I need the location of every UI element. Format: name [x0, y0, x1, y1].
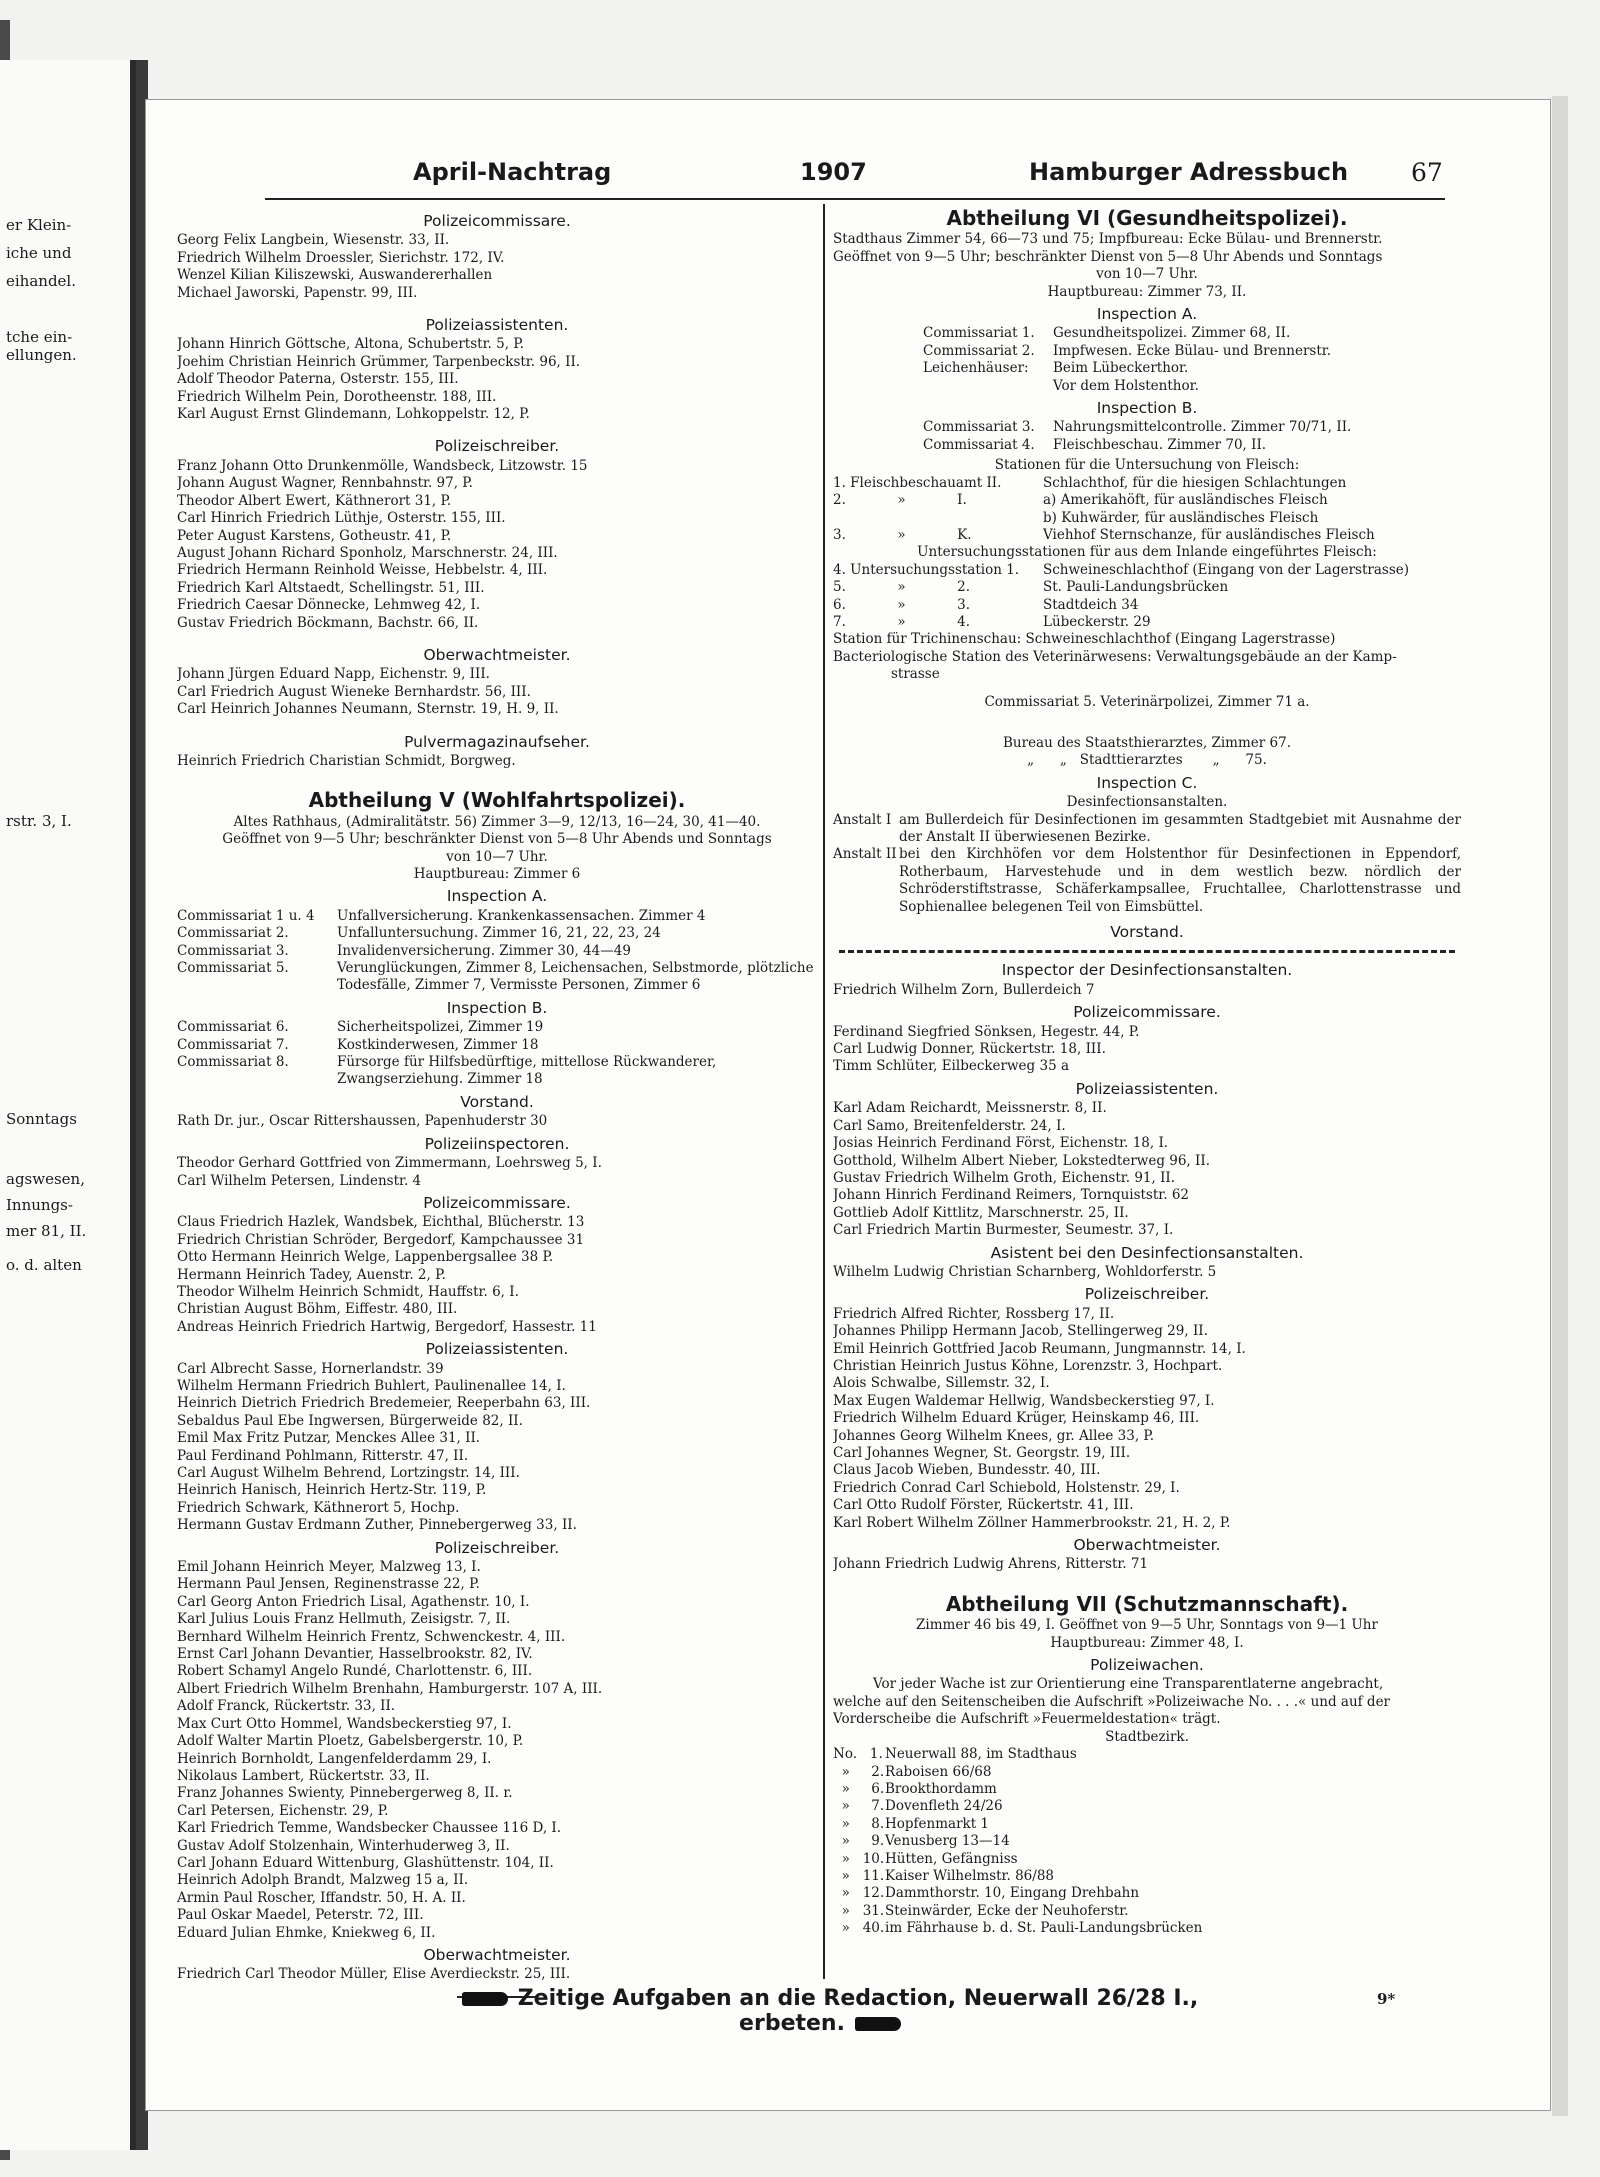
list-item: Rath Dr. jur., Oscar Rittershaussen, Papenhuderstr 30 — [177, 1113, 548, 1130]
row-value: Verunglückungen, Zimmer 8, Leichensachen, Selbstmorde, plötzliche Todesfälle, Zimmer 7, Vermisste Personen, Zimmer 6 — [337, 960, 814, 994]
row-label: » 31. — [833, 1902, 885, 1919]
list-item: Carl Hinrich Friedrich Lüthje, Osterstr. 155, III. — [177, 510, 506, 527]
text-line: strasse — [891, 666, 940, 683]
text-line: Commissariat 5. Veterinärpolizei, Zimmer 71 a. — [984, 693, 1310, 710]
header-title: Hamburger Adressbuch — [1029, 158, 1349, 186]
table-row — [833, 614, 1461, 631]
row-label: 2. » I. — [833, 492, 967, 509]
section-heading: Polizeiinspectoren. — [424, 1134, 570, 1153]
section-heading: Polizeicommissare. — [423, 1193, 571, 1212]
subheading: Untersuchungsstationen für aus dem Inlande eingeführtes Fleisch: — [917, 544, 1377, 561]
list-item: Friedrich Karl Altstaedt, Schellingstr. 51, III. — [177, 579, 485, 596]
row-label: » 11. — [833, 1867, 885, 1884]
list-item: Bernhard Wilhelm Heinrich Frentz, Schwenckestr. 4, III. — [177, 1628, 566, 1645]
list-item: Emil Johann Heinrich Meyer, Malzweg 13, I. — [177, 1559, 481, 1576]
intro-line: von 10—7 Uhr. — [1096, 266, 1198, 283]
list-item: Johann Friedrich Ludwig Ahrens, Ritterstr. 71 — [833, 1556, 1149, 1573]
subheading: Desinfectionsanstalten. — [1066, 794, 1228, 811]
text-line: Vor jeder Wache ist zur Orientierung eine Transparentlaterne angebracht, — [873, 1676, 1384, 1693]
row-label: 7. » 4. — [833, 613, 971, 630]
list-item: Josias Heinrich Ferdinand Först, Eichenstr. 18, I. — [833, 1135, 1169, 1152]
row-value: Venusberg 13—14 — [885, 1833, 1010, 1850]
row-label: » 12. — [833, 1885, 885, 1902]
list-item: Carl Friedrich Martin Burmester, Seumestr. 37, I. — [833, 1222, 1174, 1239]
list-item: Hermann Heinrich Tadey, Auenstr. 2, P. — [177, 1266, 446, 1283]
row-label — [923, 378, 1053, 395]
list-item: Theodor Gerhard Gottfried von Zimmermann, Loehrsweg 5, I. — [177, 1155, 602, 1172]
facing-line: ellungen. — [6, 346, 77, 364]
list-item: Friedrich Carl Theodor Müller, Elise Averdieckstr. 25, III. — [177, 1966, 571, 1983]
table-row — [833, 1764, 1461, 1781]
list-item: Friedrich Schwark, Käthnerort 5, Hochp. — [177, 1499, 460, 1516]
list-item: August Johann Richard Sponholz, Marschnerstr. 24, III. — [177, 544, 558, 561]
intro-line: Zimmer 46 bis 49, I. Geöffnet von 9—5 Uhr, Sonntags von 9—1 Uhr — [916, 1617, 1378, 1634]
row-value: Hopfenmarkt 1 — [885, 1815, 990, 1832]
facing-page-fragment — [0, 60, 136, 2150]
department-heading: Abtheilung VII (Schutzmannschaft). — [945, 1591, 1349, 1616]
text-line: Vorderscheibe die Aufschrift »Feuermeldestation« trägt. — [833, 1711, 1221, 1728]
row-label: » 6. — [833, 1780, 885, 1797]
intro-line: Hauptbureau: Zimmer 73, II. — [1047, 283, 1247, 300]
row-value: Dammthorstr. 10, Eingang Drehbahn — [885, 1885, 1140, 1902]
list-item: Hermann Paul Jensen, Reginenstrasse 22, P. — [177, 1576, 480, 1593]
list-item: Gustav Friedrich Böckmann, Bachstr. 66, II. — [177, 614, 479, 631]
table-row — [833, 510, 1461, 527]
list-item: Karl Robert Wilhelm Zöllner Hammerbrookstr. 21, H. 2, P. — [833, 1514, 1231, 1531]
list-item: Albert Friedrich Wilhelm Brenhahn, Hamburgerstr. 107 A, III. — [177, 1680, 603, 1697]
row-value: Gesundheitspolizei. Zimmer 68, II. — [1053, 325, 1291, 342]
facing-line: tche ein- — [6, 328, 73, 346]
list-item: Carl Petersen, Eichenstr. 29, P. — [177, 1802, 389, 1819]
list-item: Otto Hermann Heinrich Welge, Lappenbergsallee 38 P. — [177, 1249, 554, 1266]
text-line: Station für Trichinenschau: Schweineschlachthof (Eingang Lagerstrasse) — [833, 631, 1336, 648]
row-label: » 8. — [833, 1815, 885, 1832]
row-label: Commissariat 3. — [177, 942, 289, 959]
section-heading: Inspection C. — [1096, 773, 1198, 792]
list-item: Joehim Christian Heinrich Grümmer, Tarpenbeckstr. 96, II. — [177, 353, 581, 370]
list-item: Carl Friedrich August Wieneke Bernhardstr. 56, III. — [177, 683, 531, 700]
row-label: Anstalt I — [833, 811, 892, 828]
list-item: Emil Max Fritz Putzar, Menckes Allee 31, II. — [177, 1430, 481, 1447]
section-heading: Polizeiassistenten. — [1075, 1079, 1219, 1098]
row-label: No. 1. — [833, 1746, 883, 1763]
intro-line: Geöffnet von 9—5 Uhr; beschränkter Dienst von 5—8 Uhr Abends und Sonntags — [222, 831, 772, 848]
list-item: Johannes Philipp Hermann Jacob, Stellingerweg 29, II. — [833, 1323, 1208, 1340]
list-item: Carl Heinrich Johannes Neumann, Sternstr. 19, H. 9, II. — [177, 701, 559, 718]
table-row — [177, 908, 817, 925]
list-item: Adolf Franck, Rückertstr. 33, II. — [177, 1698, 396, 1715]
section-heading: Asistent bei den Desinfectionsanstalten. — [990, 1243, 1304, 1262]
table-row — [833, 1816, 1461, 1833]
list-item: Carl Albrecht Sasse, Hornerlandstr. 39 — [177, 1360, 444, 1377]
list-item: Wenzel Kilian Kiliszewski, Auswandererhallen — [177, 267, 493, 284]
section-heading: Polizeischreiber. — [434, 1538, 560, 1557]
table-row — [177, 1019, 817, 1036]
list-item: Gottlieb Adolf Kittlitz, Marschnerstr. 25, II. — [833, 1204, 1129, 1221]
row-label: Commissariat 8. — [177, 1054, 289, 1071]
table-row — [833, 343, 1461, 360]
list-item: Heinrich Dietrich Friedrich Bredemeier, Reeperbahn 63, III. — [177, 1395, 591, 1412]
list-item: Georg Felix Langbein, Wiesenstr. 33, II. — [177, 232, 450, 249]
list-item: Hermann Gustav Erdmann Zuther, Pinnebergerweg 33, II. — [177, 1517, 577, 1534]
row-label — [833, 510, 1043, 527]
table-row — [833, 846, 1461, 916]
list-item: Adolf Walter Martin Ploetz, Gabelsbergerstr. 10, P. — [177, 1733, 524, 1750]
row-value: am Bullerdeich für Desinfectionen im gesammten Stadtgebiet mit Ausnahme der der Anstalt II überwiesenen Bezirke. — [899, 811, 1461, 845]
table-row — [833, 527, 1461, 544]
list-item: Claus Jacob Wieben, Bundesstr. 40, III. — [833, 1462, 1101, 1479]
pointing-hand-icon — [462, 1992, 508, 2006]
table-row — [833, 475, 1461, 492]
list-item: Carl Otto Rudolf Förster, Rückertstr. 41, III. — [833, 1497, 1134, 1514]
list-item: Franz Johann Otto Drunkenmölle, Wandsbeck, Litzowstr. 15 — [177, 457, 588, 474]
table-row — [177, 943, 817, 960]
row-value: Neuerwall 88, im Stadthaus — [885, 1746, 1077, 1763]
section-heading: Polizeiassistenten. — [425, 316, 569, 335]
facing-line: mer 81, II. — [6, 1222, 87, 1240]
table-row — [833, 1833, 1461, 1850]
section-heading: Oberwachtmeister. — [423, 645, 571, 664]
section-heading: Oberwachtmeister. — [1073, 1536, 1221, 1555]
list-item: Max Curt Otto Hommel, Wandsbeckerstieg 97, I. — [177, 1715, 512, 1732]
header-section: April-Nachtrag — [413, 158, 612, 186]
row-value: Viehhof Sternschanze, für ausländisches Fleisch — [1043, 526, 1375, 543]
intro-line: von 10—7 Uhr. — [446, 848, 548, 865]
list-item: Karl Julius Louis Franz Hellmuth, Zeisigstr. 7, II. — [177, 1611, 511, 1628]
list-item: Max Eugen Waldemar Hellwig, Wandsbeckerstieg 97, I. — [833, 1392, 1215, 1409]
list-item: Christian August Böhm, Eiffestr. 480, III. — [177, 1301, 458, 1318]
row-value: Sicherheitspolizei, Zimmer 19 — [337, 1019, 544, 1036]
list-item: Wilhelm Ludwig Christian Scharnberg, Wohldorferstr. 5 — [833, 1263, 1217, 1280]
row-value: Lübeckerstr. 29 — [1043, 613, 1151, 630]
facing-line: iche und — [6, 244, 72, 262]
section-heading: Polizeischreiber. — [434, 437, 560, 456]
facing-line: Innungs- — [6, 1196, 73, 1214]
table-row — [833, 1920, 1461, 1937]
list-item: Friedrich Wilhelm Zorn, Bullerdeich 7 — [833, 981, 1095, 998]
row-value: Dovenfleth 24/26 — [885, 1798, 1003, 1815]
list-item: Franz Johannes Swienty, Pinnebergerweg 8, II. r. — [177, 1785, 513, 1802]
section-heading: Inspection A. — [1096, 305, 1198, 324]
row-value: bei den Kirchhöfen vor dem Holstenthor für Desinfectionen in Eppendorf, Rotherbaum, Harvestehude und in dem westlich bezw. nördlich der Schröderstiftstrasse, Schäferkampsallee, Fruchtallee, Charlottenstrasse und Sophienallee belegenen Teil von Eimsbüttel. — [899, 846, 1461, 915]
intro-line: Altes Rathhaus, (Admiralitätstr. 56) Zimmer 3—9, 12/13, 16—24, 30, 41—40. — [233, 813, 761, 830]
facing-line: rstr. 3, I. — [6, 812, 72, 830]
list-item: Friedrich Conrad Carl Schiebold, Holstenstr. 29, I. — [833, 1479, 1180, 1496]
facing-line: er Klein- — [6, 216, 72, 234]
list-item: Gustav Adolf Stolzenhain, Winterhuderweg 3, II. — [177, 1837, 510, 1854]
footer-text: Zeitige Aufgaben an die Redaction, Neuerwall 26/28 I., erbeten. — [517, 1986, 1199, 2036]
row-label: Commissariat 3. — [923, 419, 1035, 436]
left-column — [177, 208, 817, 1998]
list-item: Friedrich Caesar Dönnecke, Lehmweg 42, I. — [177, 597, 481, 614]
list-item: Johann August Wagner, Rennbahnstr. 97, P. — [177, 475, 473, 492]
list-item: Sebaldus Paul Ebe Ingwersen, Bürgerweide 82, II. — [177, 1412, 523, 1429]
intro-line: Stadthaus Zimmer 54, 66—73 und 75; Impfbureau: Ecke Bülau- und Brennerstr. — [833, 231, 1383, 248]
list-item: Gustav Friedrich Wilhelm Groth, Eichenstr. 91, II. — [833, 1169, 1176, 1186]
row-label: 4. Untersuchungsstation 1. — [833, 561, 1020, 578]
list-item: Friedrich Wilhelm Droessler, Sierichstr. 172, IV. — [177, 249, 505, 266]
row-label: Commissariat 6. — [177, 1019, 289, 1036]
footer-notice — [395, 1986, 1255, 2036]
table-row — [177, 1037, 817, 1054]
list-item: Theodor Albert Ewert, Käthnerort 31, P. — [177, 492, 452, 509]
table-row — [833, 812, 1461, 847]
dashed-rule — [839, 950, 1455, 953]
row-label: 1. Fleischbeschauamt II. — [833, 474, 1002, 491]
row-value: Impfwesen. Ecke Bülau- und Brennerstr. — [1053, 342, 1332, 359]
row-value: Stadtdeich 34 — [1043, 596, 1139, 613]
table-row — [833, 562, 1461, 579]
list-item: Johannes Georg Wilhelm Knees, gr. Allee 33, P. — [833, 1427, 1155, 1444]
list-item: Michael Jaworski, Papenstr. 99, III. — [177, 284, 418, 301]
list-item: Armin Paul Roscher, Iffandstr. 50, H. A. II. — [177, 1889, 466, 1906]
row-value: Schlachthof, für die hiesigen Schlachtungen — [1043, 474, 1347, 491]
table-row — [833, 325, 1461, 342]
list-item: Friedrich Alfred Richter, Rossberg 17, II. — [833, 1305, 1115, 1322]
section-heading: Inspector der Desinfectionsanstalten. — [1001, 961, 1293, 980]
list-item: Paul Oskar Maedel, Peterstr. 72, III. — [177, 1907, 424, 1924]
list-item: Theodor Wilhelm Heinrich Schmidt, Hauffstr. 6, I. — [177, 1283, 519, 1300]
row-value: Steinwärder, Ecke der Neuhoferstr. — [885, 1902, 1129, 1919]
row-label: » 40. — [833, 1920, 885, 1937]
row-value: Brookthordamm — [885, 1780, 997, 1797]
row-value: Beim Lübeckerthor. — [1053, 360, 1189, 377]
list-item: Timm Schlüter, Eilbeckerweg 35 a — [833, 1058, 1069, 1075]
list-item: Eduard Julian Ehmke, Kniekweg 6, II. — [177, 1924, 436, 1941]
table-row — [833, 378, 1461, 395]
table-row — [833, 1798, 1461, 1815]
list-item: Johann Hinrich Göttsche, Altona, Schubertstr. 5, P. — [177, 336, 524, 353]
list-item: Heinrich Hanisch, Heinrich Hertz-Str. 119, P. — [177, 1482, 487, 1499]
section-heading: Inspection B. — [446, 998, 548, 1017]
table-row — [833, 437, 1461, 454]
list-item: Carl Georg Anton Friedrich Lisal, Agathenstr. 10, I. — [177, 1593, 530, 1610]
list-item: Christian Heinrich Justus Köhne, Lorenzstr. 3, Hochpart. — [833, 1357, 1223, 1374]
running-header — [265, 158, 1445, 194]
row-label: 5. » 2. — [833, 579, 971, 596]
row-label: Commissariat 5. — [177, 960, 289, 977]
list-item: Andreas Heinrich Friedrich Hartwig, Bergedorf, Hassestr. 11 — [177, 1318, 597, 1335]
list-item: Emil Heinrich Gottfried Jacob Reumann, Jungmannstr. 14, I. — [833, 1340, 1246, 1357]
row-label: » 7. — [833, 1798, 885, 1815]
header-rule — [265, 198, 1445, 200]
table-row — [833, 1885, 1461, 1902]
table-row — [833, 1903, 1461, 1920]
row-value: im Fährhause b. d. St. Pauli-Landungsbrücken — [885, 1920, 1203, 1937]
subheading: Stadtbezirk. — [1105, 1728, 1189, 1745]
section-heading: Polizeiwachen. — [1090, 1656, 1204, 1675]
pointing-hand-icon — [855, 2017, 901, 2031]
row-label: Leichenhäuser: — [923, 360, 1029, 377]
row-value: Unfalluntersuchung. Zimmer 16, 21, 22, 23, 24 — [337, 925, 661, 942]
table-row — [833, 1868, 1461, 1885]
row-label: » 10. — [833, 1850, 885, 1867]
section-heading: Polizeiassistenten. — [425, 1340, 569, 1359]
list-item: Friedrich Hermann Reinhold Weisse, Hebbelstr. 4, III. — [177, 562, 548, 579]
list-item: Heinrich Friedrich Charistian Schmidt, Borgweg. — [177, 752, 516, 769]
table-row — [833, 419, 1461, 436]
section-heading: Inspection A. — [446, 887, 548, 906]
row-label: » 2. — [833, 1763, 885, 1780]
list-item: Alois Schwalbe, Sillemstr. 32, I. — [833, 1375, 1050, 1392]
row-label: Commissariat 1. — [923, 325, 1035, 342]
section-heading: Polizeicommissare. — [1073, 1003, 1221, 1022]
intro-line: Geöffnet von 9—5 Uhr; beschränkter Dienst von 5—8 Uhr Abends und Sonntags — [833, 248, 1383, 265]
list-item: Carl Samo, Breitenfelderstr. 24, I. — [833, 1117, 1066, 1134]
row-label: Commissariat 7. — [177, 1036, 289, 1053]
column-rule — [823, 204, 825, 1979]
section-heading: Vorstand. — [460, 1092, 534, 1111]
list-item: Carl Johannes Wegner, St. Georgstr. 19, III. — [833, 1445, 1131, 1461]
row-value: b) Kuhwärder, für ausländisches Fleisch — [1043, 509, 1319, 526]
list-item: Ferdinand Siegfried Sönksen, Hegestr. 44, P. — [833, 1023, 1140, 1040]
row-value: Vor dem Holstenthor. — [1053, 377, 1199, 394]
intro-line: Hauptbureau: Zimmer 48, I. — [1050, 1634, 1244, 1651]
table-row — [177, 925, 817, 942]
signature-mark: 9* — [1377, 1990, 1396, 2008]
subheading: Stationen für die Untersuchung von Fleisch: — [994, 457, 1300, 474]
list-item: Johann Jürgen Eduard Napp, Eichenstr. 9, III. — [177, 666, 490, 683]
row-value: Fürsorge für Hilfsbedürftige, mittellose Rückwanderer, Zwangserziehung. Zimmer 18 — [337, 1054, 717, 1088]
list-item: Heinrich Bornholdt, Langenfelderdamm 29, I. — [177, 1750, 492, 1767]
row-value: Hütten, Gefängniss — [885, 1850, 1018, 1867]
row-value: Kaiser Wilhelmstr. 86/88 — [885, 1867, 1055, 1884]
table-row — [833, 597, 1461, 614]
section-heading: Inspection B. — [1096, 399, 1198, 418]
text-line: welche auf den Seitenscheiben die Aufschrift »Polizeiwache No. . . .« und auf der — [833, 1693, 1391, 1710]
section-heading: Oberwachtmeister. — [423, 1945, 571, 1964]
row-value: Raboisen 66/68 — [885, 1763, 992, 1780]
list-item: Paul Ferdinand Pohlmann, Ritterstr. 47, II. — [177, 1447, 469, 1464]
list-item: Carl Wilhelm Petersen, Lindenstr. 4 — [177, 1172, 422, 1189]
list-item: Peter August Karstens, Gotheustr. 41, P. — [177, 527, 452, 544]
page-number: 67 — [1411, 158, 1443, 187]
row-value: a) Amerikahöft, für ausländisches Fleisch — [1043, 492, 1328, 509]
row-value: Unfallversicherung. Krankenkassensachen. Zimmer 4 — [337, 907, 706, 924]
table-row — [177, 1054, 817, 1089]
table-row — [833, 1851, 1461, 1868]
list-item: Karl Adam Reichardt, Meissnerstr. 8, II. — [833, 1100, 1107, 1117]
list-item: Johann Hinrich Ferdinand Reimers, Tornquiststr. 62 — [833, 1187, 1190, 1204]
row-label: 3. » K. — [833, 526, 972, 543]
department-heading: Abtheilung VI (Gesundheitspolizei). — [946, 206, 1348, 230]
row-value: Kostkinderwesen, Zimmer 18 — [337, 1036, 539, 1053]
table-row — [833, 1781, 1461, 1798]
list-item: Karl August Ernst Glindemann, Lohkoppelstr. 12, P. — [177, 406, 530, 423]
list-item: Wilhelm Hermann Friedrich Buhlert, Paulinenallee 14, I. — [177, 1377, 566, 1394]
facing-line: Sonntags — [6, 1110, 77, 1128]
list-item: Carl Ludwig Donner, Rückertstr. 18, III. — [833, 1041, 1106, 1058]
list-item: Friedrich Christian Schröder, Bergedorf, Kampchaussee 31 — [177, 1231, 585, 1248]
table-row — [833, 492, 1461, 509]
row-label: Commissariat 2. — [923, 342, 1035, 359]
section-heading: Vorstand. — [1110, 923, 1184, 942]
row-label: Commissariat 2. — [177, 925, 289, 942]
row-label: Anstalt II — [833, 846, 897, 863]
list-item: Ernst Carl Johann Devantier, Hasselbrookstr. 82, IV. — [177, 1646, 533, 1663]
table-row — [833, 360, 1461, 377]
list-item: Karl Friedrich Temme, Wandsbecker Chaussee 116 D, I. — [177, 1820, 562, 1837]
list-item: Heinrich Adolph Brandt, Malzweg 15 a, II. — [177, 1872, 469, 1889]
list-item: Adolf Theodor Paterna, Osterstr. 155, III. — [177, 371, 459, 388]
row-value: Schweineschlachthof (Eingang von der Lagerstrasse) — [1043, 561, 1410, 578]
row-label: 6. » 3. — [833, 596, 971, 613]
list-item: Claus Friedrich Hazlek, Wandsbek, Eichthal, Blücherstr. 13 — [177, 1214, 585, 1231]
row-label: » 9. — [833, 1833, 885, 1850]
list-item: Carl August Wilhelm Behrend, Lortzingstr. 14, III. — [177, 1465, 520, 1481]
list-item: Friedrich Wilhelm Pein, Dorotheenstr. 188, III. — [177, 388, 497, 405]
table-row — [833, 579, 1461, 596]
facing-line: o. d. alten — [6, 1256, 82, 1274]
section-heading: Polizeicommissare. — [423, 212, 571, 230]
right-column — [833, 208, 1461, 1938]
section-heading: Polizeischreiber. — [1084, 1285, 1210, 1304]
row-value: Nahrungsmittelcontrolle. Zimmer 70/71, II. — [1053, 419, 1352, 436]
list-item: Gotthold, Wilhelm Albert Nieber, Lokstedterweg 96, II. — [833, 1152, 1210, 1169]
intro-line: Hauptbureau: Zimmer 6 — [413, 866, 581, 882]
list-item: Nikolaus Lambert, Rückertstr. 33, II. — [177, 1767, 430, 1784]
header-year: 1907 — [800, 158, 867, 186]
section-heading: Pulvermagazinaufseher. — [404, 732, 590, 751]
text-line: Bureau des Staatsthierarztes, Zimmer 67. — [1003, 734, 1291, 751]
facing-line: eihandel. — [6, 272, 76, 290]
facing-line: agswesen, — [6, 1170, 85, 1188]
row-label: Commissariat 1 u. 4 — [177, 907, 315, 924]
row-value: St. Pauli-Landungsbrücken — [1043, 579, 1229, 596]
page-edge-right — [1552, 96, 1568, 2116]
text-line: „ „ Stadttierarztes „ 75. — [1027, 752, 1267, 769]
list-item: Carl Johann Eduard Wittenburg, Glashüttenstr. 104, II. — [177, 1854, 554, 1871]
text-line: Bacteriologische Station des Veterinärwesens: Verwaltungsgebäude an der Kamp- — [833, 648, 1397, 665]
table-row — [177, 960, 817, 995]
row-label: Commissariat 4. — [923, 436, 1035, 453]
list-item: Friedrich Wilhelm Eduard Krüger, Heinskamp 46, III. — [833, 1410, 1200, 1427]
row-value: Fleischbeschau. Zimmer 70, II. — [1053, 436, 1267, 453]
row-value: Invalidenversicherung. Zimmer 30, 44—49 — [337, 942, 631, 959]
department-heading: Abtheilung V (Wohlfahrtspolizei). — [308, 788, 686, 813]
table-row — [833, 1746, 1461, 1763]
list-item: Robert Schamyl Angelo Rundé, Charlottenstr. 6, III. — [177, 1663, 533, 1680]
